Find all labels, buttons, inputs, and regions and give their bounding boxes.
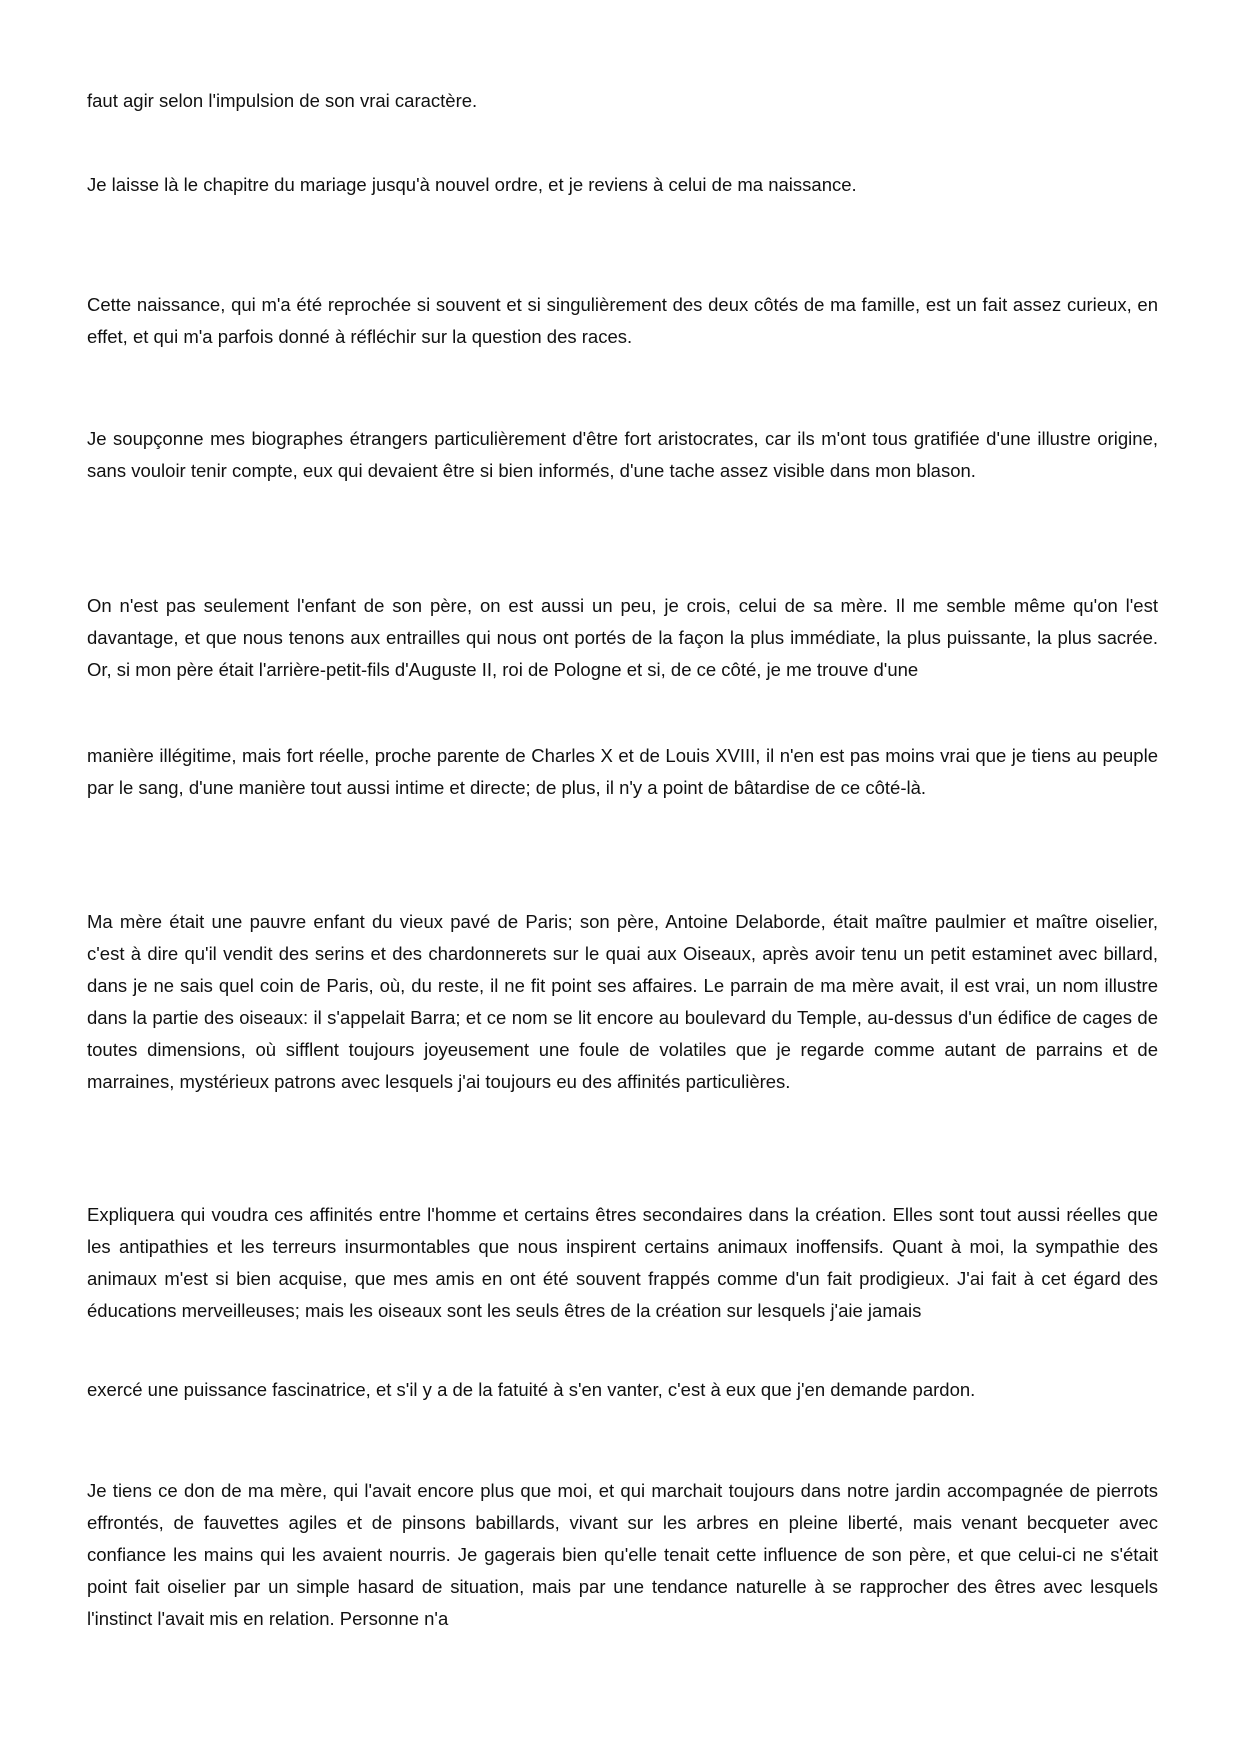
paragraph-4: Je soupçonne mes biographes étrangers particulièrement d'être fort aristocrates, car ils m'ont tous gratifiée d'une illustre origine, sans vouloir tenir compte, eux qui devaient être si bien informés, d'une tache assez visible dans mon blason.	[87, 428, 1158, 481]
paragraph-5: On n'est pas seulement l'enfant de son père, on est aussi un peu, je crois, celui de sa mère. Il me semble même qu'on l'est davantage, et que nous tenons aux entrailles qui nous ont portés de la façon la plus immédiate, la plus puissante, la plus sacrée. Or, si mon père était l'arrière-petit-fils d'Auguste II, roi de Pologne et si, de ce côté, je me trouve d'une	[87, 595, 1158, 680]
paragraph-8: Expliquera qui voudra ces affinités entre l'homme et certains êtres secondaires dans la création. Elles sont tout aussi réelles que les antipathies et les terreurs insurmontables que nous inspirent certains animaux inoffensifs. Quant à moi, la sympathie des animaux m'est si bien acquise, que mes amis en ont été souvent frappés comme d'un fait prodigieux. J'ai fait à cet égard des éducations merveilleuses; mais les oiseaux sont les seuls êtres de la création sur lesquels j'aie jamais	[87, 1204, 1158, 1321]
paragraph-6: manière illégitime, mais fort réelle, proche parente de Charles X et de Louis XVIII, il n'en est pas moins vrai que je tiens au peuple par le sang, d'une manière tout aussi intime et directe; de plus, il n'y a point de bâtardise de ce côté-là.	[87, 745, 1158, 798]
paragraph-9: exercé une puissance fascinatrice, et s'il y a de la fatuité à s'en vanter, c'est à eux que j'en demande pardon.	[87, 1379, 976, 1400]
paragraph-2: Je laisse là le chapitre du mariage jusqu'à nouvel ordre, et je reviens à celui de ma naissance.	[87, 174, 857, 195]
paragraph-10: Je tiens ce don de ma mère, qui l'avait encore plus que moi, et qui marchait toujours dans notre jardin accompagnée de pierrots effrontés, de fauvettes agiles et de pinsons babillards, vivant sur les arbres en pleine liberté, mais venant becqueter avec confiance les mains qui les avaient nourris. Je gagerais bien qu'elle tenait cette influence de son père, et que celui-ci ne s'était point fait oiselier par un simple hasard de situation, mais par une tendance naturelle à se rapprocher des êtres avec lesquels l'instinct l'avait mis en relation. Personne n'a	[87, 1480, 1158, 1629]
paragraph-7: Ma mère était une pauvre enfant du vieux pavé de Paris; son père, Antoine Delaborde, était maître paulmier et maître oiselier, c'est à dire qu'il vendit des serins et des chardonnerets sur le quai aux Oiseaux, après avoir tenu un petit estaminet avec billard, dans je ne sais quel coin de Paris, où, du reste, il ne fit point ses affaires. Le parrain de ma mère avait, il est vrai, un nom illustre dans la partie des oiseaux: il s'appelait Barra; et ce nom se lit encore au boulevard du Temple, au-dessus d'un édifice de cages de toutes dimensions, où sifflent toujours joyeusement une foule de volatiles que je regarde comme autant de parrains et de marraines, mystérieux patrons avec lesquels j'ai toujours eu des affinités particulières.	[87, 911, 1158, 1092]
paragraph-3: Cette naissance, qui m'a été reprochée si souvent et si singulièrement des deux côtés de ma famille, est un fait assez curieux, en effet, et qui m'a parfois donné à réfléchir sur la question des races.	[87, 294, 1158, 347]
paragraph-1: faut agir selon l'impulsion de son vrai caractère.	[87, 90, 478, 111]
